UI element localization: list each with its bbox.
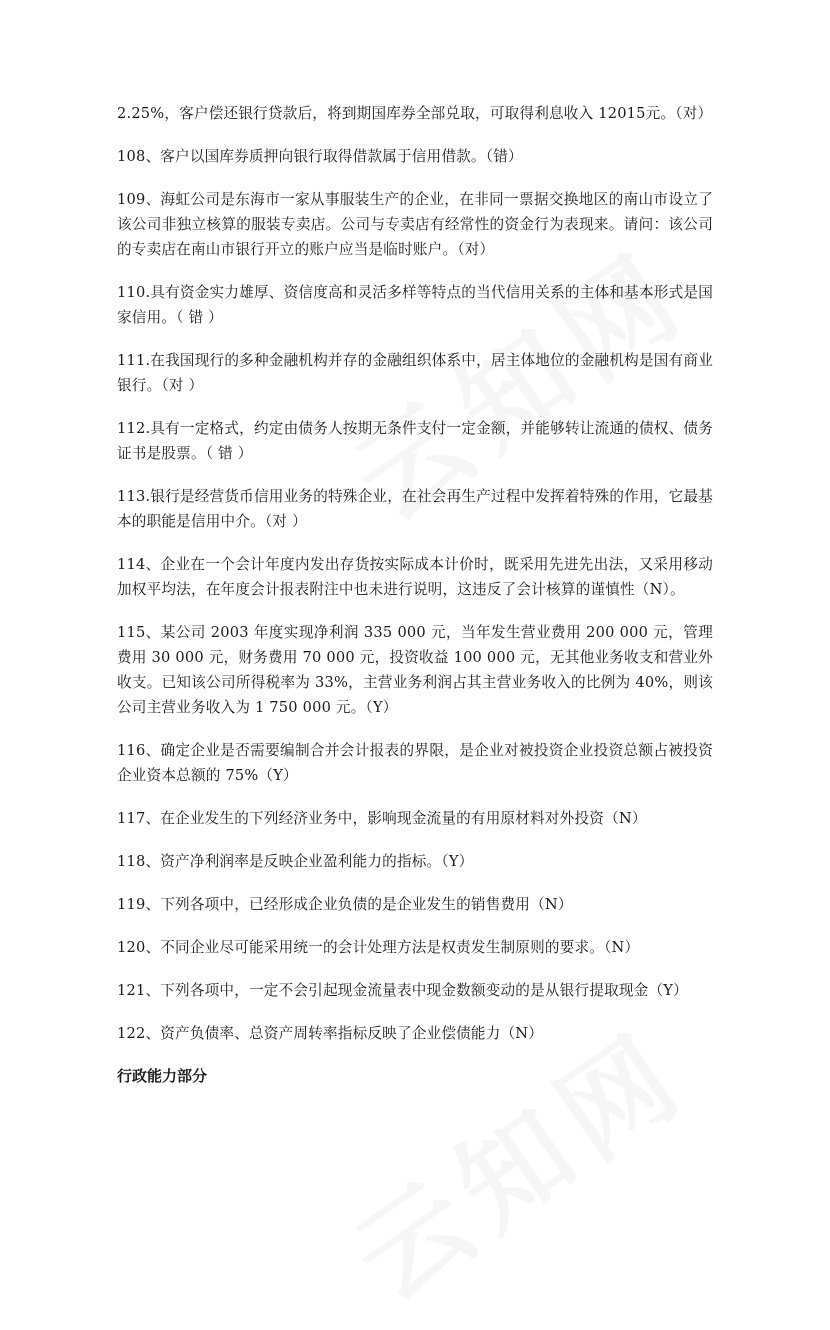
question-paragraph: 116、确定企业是否需要编制合并会计报表的界限，是企业对被投资企业投资总额占被投资企业资本总额的 75%（Y） xyxy=(117,742,713,784)
question-paragraph: 118、资产净利润率是反映企业盈利能力的指标。（Y） xyxy=(117,853,474,870)
section-heading: 行政能力部分 xyxy=(117,1067,208,1085)
question-paragraph: 115、某公司 2003 年度实现净利润 335 000 元，当年发生营业费用 200 000 元，管理费用 30 000 元，财务费用 70 000 元，投资收益 100 000 元，无其他业务收支和营业外收支。已知该公司所得税率为 33%，主营业务利润占其主营业务收入的比例为 40%，则该公司主营业务收入为 1 750 000 元。（Y） xyxy=(117,624,713,716)
question-paragraph: 114、企业在一个会计年度内发出存货按实际成本计价时，既采用先进先出法，又采用移动加权平均法，在年度会计报表附注中也未进行说明，这违反了会计核算的谨慎性（N）。 xyxy=(117,556,713,598)
question-paragraph: 113.银行是经营货币信用业务的特殊企业，在社会再生产过程中发挥着特殊的作用，它最基本的职能是信用中介。（对 ） xyxy=(117,488,713,530)
question-paragraph: 120、不同企业尽可能采用统一的会计处理方法是权责发生制原则的要求。（N） xyxy=(117,939,640,956)
question-paragraph: 112.具有一定格式，约定由债务人按期无条件支付一定金额，并能够转让流通的债权、债务证书是股票。（ 错 ） xyxy=(117,420,713,462)
question-paragraph: 117、在企业发生的下列经济业务中，影响现金流量的有用原材料对外投资（N） xyxy=(117,810,647,827)
question-paragraph: 119、下列各项中，已经形成企业负债的是企业发生的销售费用（N） xyxy=(117,896,573,913)
question-paragraph: 122、资产负债率、总资产周转率指标反映了企业偿债能力（N） xyxy=(117,1025,544,1042)
question-paragraph: 121、下列各项中，一定不会引起现金流量表中现金数额变动的是从银行提取现金（Y） xyxy=(117,982,688,999)
question-paragraph: 110.具有资金实力雄厚、资信度高和灵活多样等特点的当代信用关系的主体和基本形式是国家信用。（ 错 ） xyxy=(117,284,713,326)
question-paragraph: 108、客户以国库券质押向银行取得借款属于信用借款。（错） xyxy=(117,148,523,165)
document-body xyxy=(117,101,713,1089)
question-paragraph: 2.25%，客户偿还银行贷款后，将到期国库券全部兑取，可取得利息收入 12015元。（对） xyxy=(117,105,713,122)
question-paragraph: 109、海虹公司是东海市一家从事服装生产的企业，在非同一票据交换地区的南山市设立了该公司非独立核算的服装专卖店。公司与专卖店有经常性的资金行为表现来。请问：该公司的专卖店在南山市银行开立的账户应当是临时账户。（对） xyxy=(117,191,713,258)
question-paragraph: 111.在我国现行的多种金融机构并存的金融组织体系中，居主体地位的金融机构是国有商业银行。（对 ） xyxy=(117,352,713,394)
